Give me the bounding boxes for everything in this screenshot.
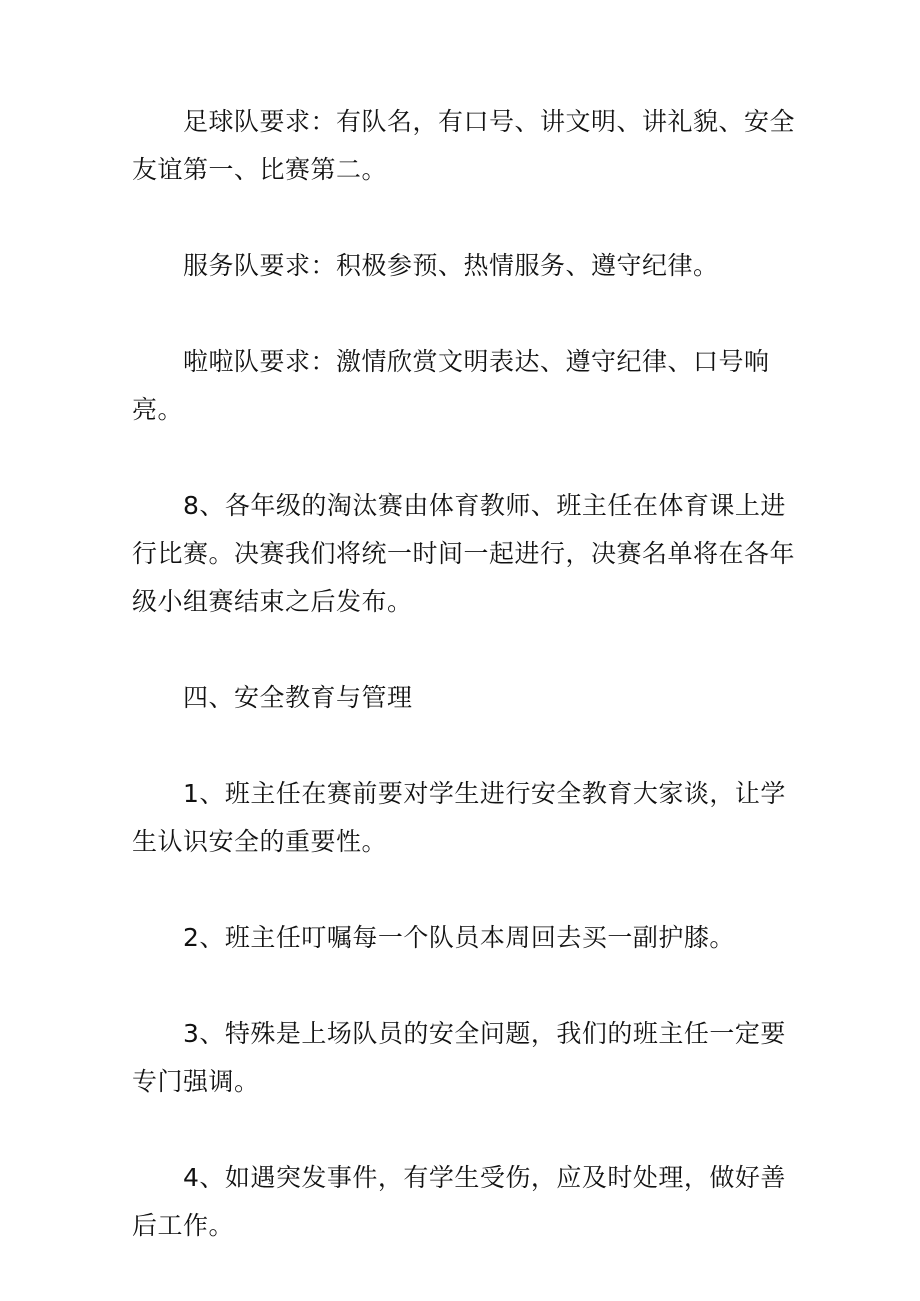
paragraph-safety-item-1: 1、班主任在赛前要对学生进行安全教育大家谈，让学生认识安全的重要性。	[132, 779, 786, 856]
paragraph-safety-item-2: 2、班主任叮嘱每一个队员本周回去买一副护膝。	[183, 923, 735, 952]
paragraph-service-team-requirements: 服务队要求：积极参预、热情服务、遵守纪律。	[183, 251, 719, 280]
paragraph-safety-item-4: 4、如遇突发事件，有学生受伤，应及时处理，做好善后工作。	[132, 1163, 786, 1240]
paragraph-cheer-team-requirements: 啦啦队要求：激情欣赏文明表达、遵守纪律、口号响亮。	[132, 347, 770, 424]
paragraph-safety-item-3: 3、特殊是上场队员的安全问题，我们的班主任一定要专门强调。	[132, 1019, 786, 1096]
document-body	[132, 98, 796, 1250]
paragraph-football-team-requirements: 足球队要求：有队名，有口号、讲文明、讲礼貌、安全友谊第一、比赛第二。	[132, 107, 796, 184]
paragraph-item-8: 8、各年级的淘汰赛由体育教师、班主任在体育课上进行比赛。决赛我们将统一时间一起进行，决赛名单将在各年级小组赛结束之后发布。	[132, 491, 796, 616]
section-heading-safety: 四、安全教育与管理	[183, 683, 413, 712]
